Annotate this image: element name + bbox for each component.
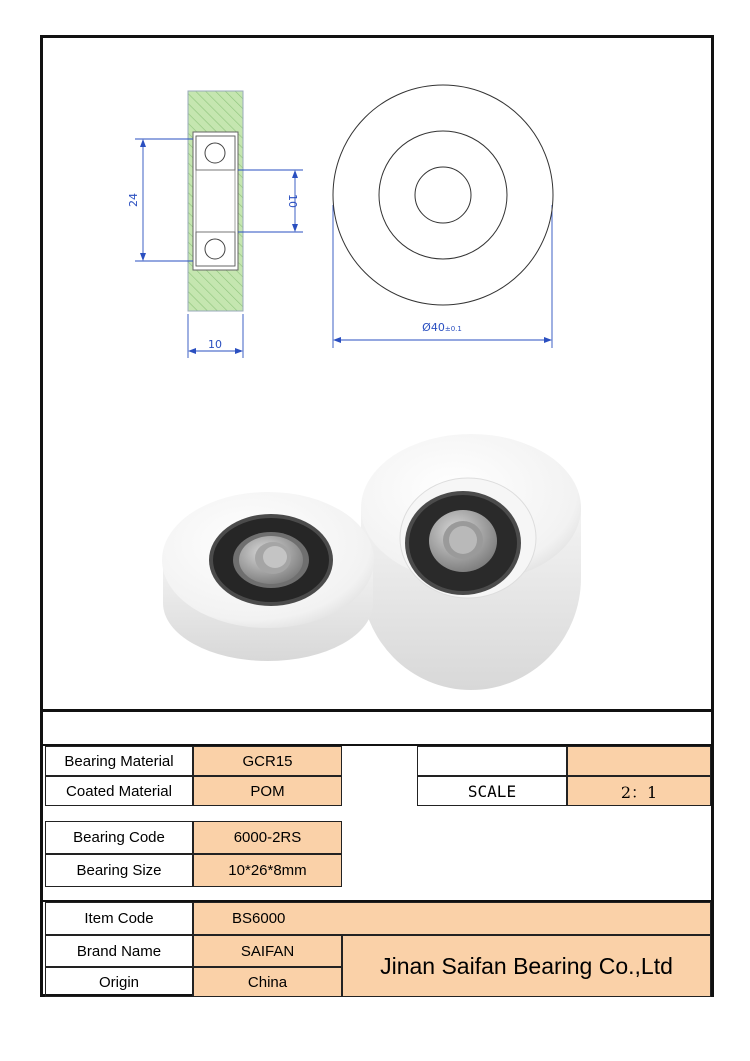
scale-value: 2：1	[567, 776, 711, 806]
bearing-code-value: 6000-2RS	[193, 821, 342, 854]
technical-drawing	[43, 38, 711, 710]
scale-blank-value	[567, 746, 711, 776]
dimension-height: 24	[127, 193, 140, 207]
bearing-size-value: 10*26*8mm	[193, 854, 342, 887]
bearing-code-label: Bearing Code	[45, 821, 193, 854]
scale-label: SCALE	[417, 776, 567, 806]
wheel-photo-back	[361, 434, 581, 690]
dimension-bore: 10	[286, 194, 299, 208]
company-name: Jinan Saifan Bearing Co.,Ltd	[342, 935, 711, 997]
wheel-photo-front	[162, 492, 374, 661]
dimension-width: 10	[208, 338, 222, 351]
coated-material-label: Coated Material	[45, 776, 193, 806]
bearing-material-value: GCR15	[193, 746, 342, 776]
item-code-label: Item Code	[45, 902, 193, 935]
drawing-sheet	[40, 35, 714, 997]
section-view	[188, 91, 243, 311]
brand-name-value: SAIFAN	[193, 935, 342, 967]
title-block-top-rule	[43, 709, 711, 712]
scale-blank-cell	[417, 746, 567, 776]
origin-label: Origin	[45, 967, 193, 997]
front-view	[333, 85, 553, 305]
dimension-diameter: Ø40±0.1	[422, 321, 462, 334]
bearing-size-label: Bearing Size	[45, 854, 193, 887]
item-code-value: BS6000	[193, 902, 711, 935]
bearing-material-label: Bearing Material	[45, 746, 193, 776]
coated-material-value: POM	[193, 776, 342, 806]
brand-name-label: Brand Name	[45, 935, 193, 967]
origin-value: China	[193, 967, 342, 997]
